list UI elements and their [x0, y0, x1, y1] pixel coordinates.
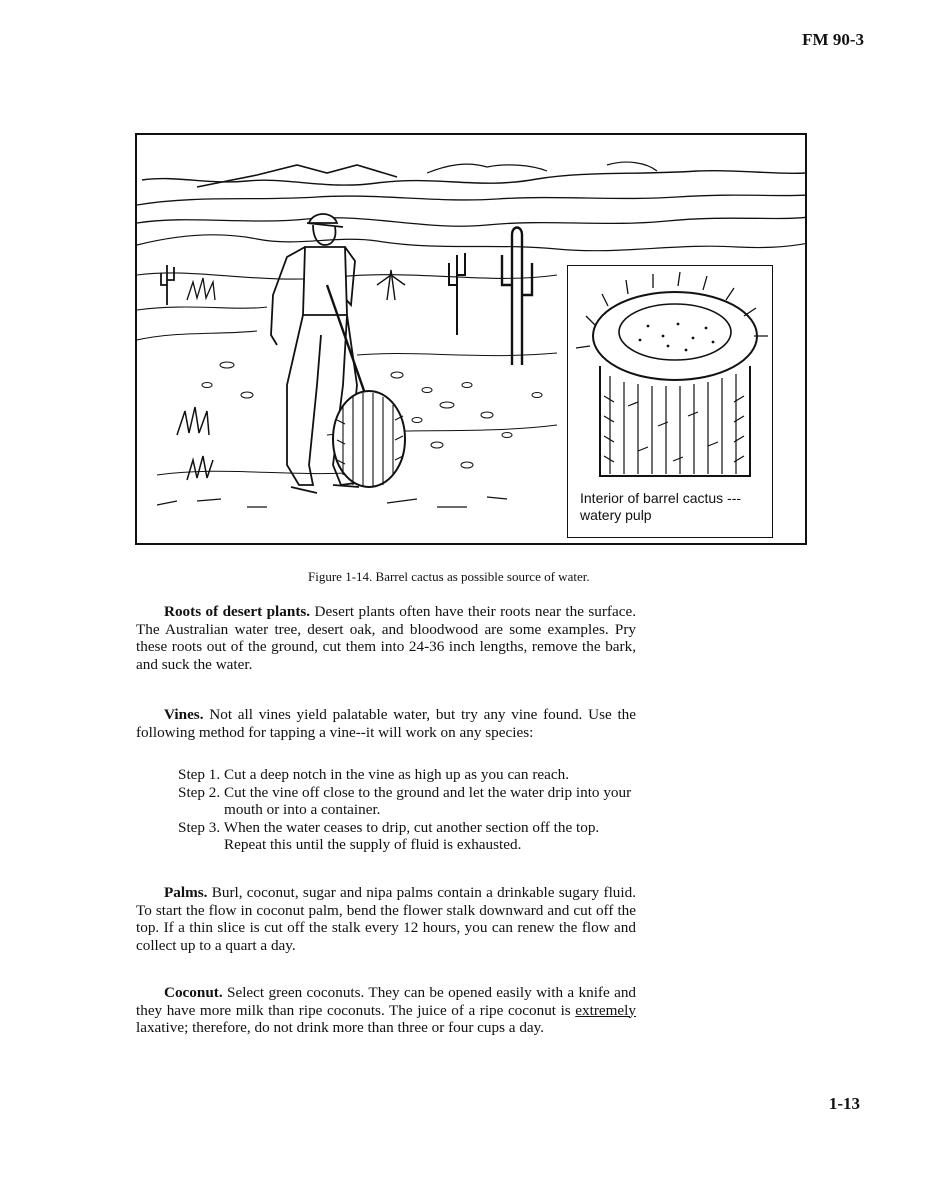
heading-coconut: Coconut. — [164, 984, 223, 1001]
figure-caption: Figure 1-14. Barrel cactus as possible source of water. — [308, 569, 590, 584]
paragraph-coconut — [136, 984, 636, 1037]
body-vines: Not all vines yield palatable water, but try any vine found. Use the following method for tapping a vine--it will work on any species: — [136, 706, 637, 741]
step-label: Step 3. — [178, 818, 221, 836]
step-item — [178, 784, 638, 819]
body-coconut-start: Select green coconuts. They can be opened easily with a knife and they have more milk than ripe coconuts. The juice of a ripe coconut is — [136, 984, 637, 1019]
barrel-cactus-interior-drawing — [568, 266, 771, 486]
step-text: Cut the vine off close to the ground and let the water drip into your — [224, 783, 632, 801]
step-text-continued: Repeat this until the supply of fluid is exhausted. — [224, 836, 522, 853]
step-text-continued: mouth or into a container. — [224, 801, 381, 818]
underlined-word: extremely — [575, 1001, 636, 1019]
step-label: Step 1. — [178, 766, 221, 783]
figure-illustration — [135, 133, 807, 545]
step-text: When the water ceases to drip, cut another section off the top. — [223, 818, 600, 836]
step-label: Step 2. — [178, 783, 221, 801]
paragraph-palms — [136, 884, 636, 954]
step-text: Cut a deep notch in the vine as high up as you can reach. — [224, 766, 569, 783]
inset-panel — [567, 265, 773, 538]
step-item — [178, 766, 638, 784]
body-palms: Burl, coconut, sugar and nipa palms contain a drinkable sugary fluid. To start the flow in coconut palm, bend the flower stalk downward and cut off the top. If a thin slice is cut off the stalk every 12 hours, you can renew the flow and collect up to a quart a day. — [136, 884, 636, 954]
step-item — [178, 819, 638, 854]
heading-palms: Palms. — [164, 884, 208, 901]
paragraph-vines — [136, 706, 636, 741]
document-id: FM 90-3 — [802, 30, 864, 49]
inset-caption: Interior of barrel cactus --- watery pulp — [580, 490, 742, 523]
body-coconut-end: laxative; therefore, do not drink more than three or four cups a day. — [136, 1019, 545, 1036]
paragraph-roots — [136, 603, 636, 673]
heading-vines: Vines. — [164, 706, 204, 723]
vine-steps-list — [178, 766, 638, 854]
heading-roots: Roots of desert plants. — [164, 603, 311, 620]
page-number: 1-13 — [828, 1094, 860, 1113]
body-roots: Desert plants often have their roots near the surface. The Australian water tree, desert oak, and bloodwood are some examples. Pry these roots out of the ground, cut them into 24-36 inch lengths, remove the bark, and suck the water. — [136, 603, 637, 673]
